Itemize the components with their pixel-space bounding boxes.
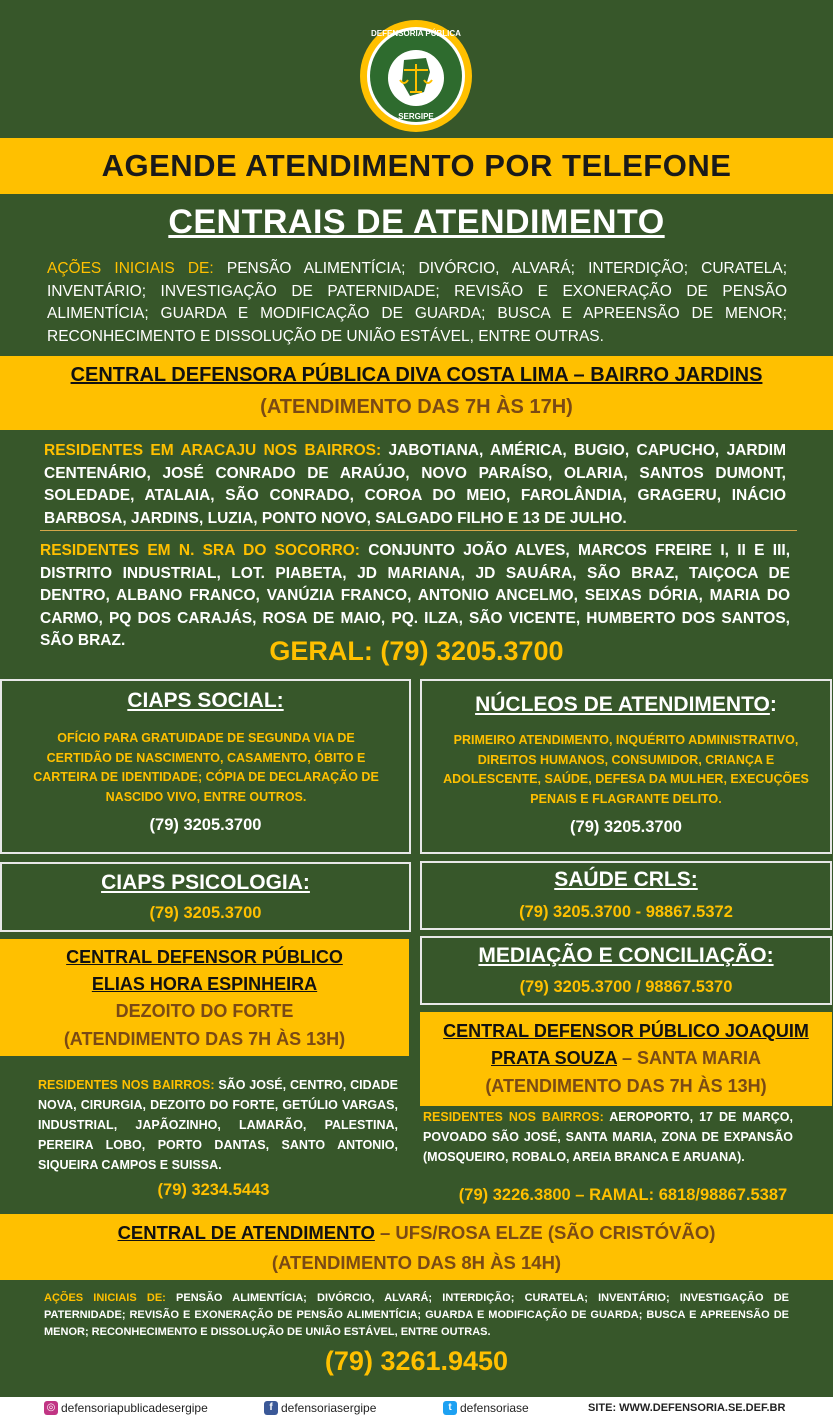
geral-phone: GERAL: (79) 3205.3700 [269, 636, 564, 666]
central-joaquim-line2a: PRATA SOUZA [491, 1048, 617, 1068]
ciaps-psicologia-box [0, 862, 411, 932]
elias-phone: (79) 3234.5443 [157, 1181, 270, 1199]
saude-phone: (79) 3205.3700 - 98867.5372 [519, 903, 733, 921]
acoes-label: AÇÕES INICIAIS DE: [47, 260, 214, 277]
footer [0, 1397, 833, 1418]
socorro-text: CONJUNTO JOÃO ALVES, MARCOS FREIRE I, II E III, DISTRITO INDUSTRIAL, LOT. PIABETA, JD MARIANA, JD SAUÁRA, SÃO BRAZ, TAIÇOCA DE DENTRO, ALBANO FRANCO, VANÚZIA FRANCO, ANTONIO ANCELMO, SEIXAS DÓRIA, MARIA DO CARMO, PQ DOS CARAJÁS, ROSA DE MAIO, PQ. ILZA, SÃO VICENTE, HUMBERTO DOS SANTOS, SÃO BRAZ. [40, 542, 790, 649]
joaquim-residentes [423, 1107, 793, 1167]
ufs-phone: (79) 3261.9450 [324, 1346, 509, 1376]
saude-title: SAÚDE CRLS: [554, 868, 698, 891]
ciaps-psicologia-phone: (79) 3205.3700 [149, 904, 262, 922]
elias-res-label: RESIDENTES NOS BAIRROS: [38, 1078, 215, 1092]
nucleos-title: NÚCLEOS DE ATENDIMENTO [475, 693, 770, 716]
twitter-icon: t [443, 1401, 457, 1415]
ciaps-social-box [0, 679, 411, 854]
nucleos-phone: (79) 3205.3700 [570, 818, 682, 836]
central-ufs-hours: (ATENDIMENTO DAS 8H ÀS 14H) [271, 1252, 562, 1273]
central-diva-title: CENTRAL DEFENSORA PÚBLICA DIVA COSTA LIMA – BAIRRO JARDINS [70, 364, 763, 386]
ciaps-social-title: CIAPS SOCIAL: [127, 689, 284, 712]
saude-box [420, 861, 832, 930]
logo-bottom-text: SERGIPE [398, 112, 434, 121]
central-elias-line1: CENTRAL DEFENSOR PÚBLICO [66, 947, 343, 967]
nucleos-colon: : [769, 693, 777, 716]
page-title: AGENDE ATENDIMENTO POR TELEFONE [101, 148, 732, 183]
central-diva-hours: (ATENDIMENTO DAS 7H ÀS 17H) [260, 396, 573, 418]
footer-site[interactable]: SITE: WWW.DEFENSORIA.SE.DEF.BR [588, 1401, 786, 1414]
central-joaquim-line2 [420, 1048, 832, 1069]
central-elias-hours: (ATENDIMENTO DAS 7H ÀS 13H) [63, 1029, 346, 1049]
ufs-acoes-text: PENSÃO ALIMENTÍCIA; DIVÓRCIO, ALVARÁ; INTERDIÇÃO; CURATELA; INVENTÁRIO; INVESTIGAÇÃO DE PATERNIDADE; REVISÃO E EXONERAÇÃO DE PENSÃO ALIMENTÍCIA; GUARDA E MODIFICAÇÃO DE GUARDA; BUSCA E APREENSÃO DE MENOR; RECONHECIMENTO E DISSOLUÇÃO DE UNIÃO ESTÁVEL, ENTRE OUTRAS. [44, 1292, 789, 1338]
elias-res-text: SÃO JOSÉ, CENTRO, CIDADE NOVA, CIRURGIA, DEZOITO DO FORTE, GETÚLIO VARGAS, INDUSTRIAL, JAPÃOZINHO, LAMARÃO, PALESTINA, PEREIRA LOBO, PORTO DANTAS, SANTO ANTONIO, SIQUEIRA CAMPOS E SUISSA. [38, 1078, 398, 1172]
central-ufs-line1 [0, 1222, 833, 1244]
nucleos-box [420, 679, 832, 854]
acoes-text: PENSÃO ALIMENTÍCIA; DIVÓRCIO, ALVARÁ; INTERDIÇÃO; CURATELA; INVENTÁRIO; INVESTIGAÇÃO DE PATERNIDADE; REVISÃO E EXONERAÇÃO DE PENSÃO ALIMENTÍCIA; GUARDA E MODIFICAÇÃO DE GUARDA; BUSCA E APREENSÃO DE MENOR; RECONHECIMENTO E DISSOLUÇÃO DE UNIÃO ESTÁVEL, ENTRE OUTRAS. [47, 260, 787, 345]
instagram-handle: defensoriapublicadesergipe [61, 1400, 208, 1415]
ciaps-social-desc: OFÍCIO PARA GRATUIDADE DE SEGUNDA VIA DE CERTIDÃO DE NASCIMENTO, CASAMENTO, ÓBITO E CARTEIRA DE IDENTIDADE; CÓPIA DE DECLARAÇÃO DE NASCIDO VIVO, ENTRE OUTROS. [33, 731, 379, 804]
central-elias-band [0, 939, 409, 1056]
logo-top-text: DEFENSORIA PÚBLICA [371, 29, 461, 38]
aracaju-label: RESIDENTES EM ARACAJU NOS BAIRROS: [44, 442, 382, 459]
central-joaquim-line1: CENTRAL DEFENSOR PÚBLICO JOAQUIM [443, 1021, 809, 1041]
aracaju-text: JABOTIANA, AMÉRICA, BUGIO, CAPUCHO, JARDIM CENTENÁRIO, JOSÉ CONRADO DE ARAÚJO, NOVO PARAÍSO, OLARIA, SANTOS DUMONT, SOLEDADE, ATALAIA, SÃO CONRADO, COROA DO MEIO, FAROLÂNDIA, GRAGERU, INÁCIO BARBOSA, JARDINS, LUZIA, PONTO NOVO, SALGADO FILHO E 13 DE JULHO. [44, 442, 786, 527]
nucleos-heading [422, 693, 830, 717]
central-joaquim-band [420, 1012, 832, 1106]
ufs-acoes-label: AÇÕES INICIAIS DE: [44, 1292, 166, 1304]
divider [40, 530, 797, 531]
instagram-icon: ◎ [44, 1401, 58, 1415]
joaquim-res-label: RESIDENTES NOS BAIRROS: [423, 1110, 604, 1124]
central-elias-line3: DEZOITO DO FORTE [115, 1001, 294, 1021]
mediacao-phone: (79) 3205.3700 / 98867.5370 [519, 978, 733, 996]
mediacao-box [420, 936, 832, 1005]
aracaju-paragraph [44, 440, 786, 530]
central-elias-line2: ELIAS HORA ESPINHEIRA [91, 974, 318, 994]
footer-facebook[interactable] [264, 1401, 376, 1415]
ciaps-social-phone: (79) 3205.3700 [149, 816, 262, 834]
joaquim-res-text: AEROPORTO, 17 DE MARÇO, POVOADO SÃO JOSÉ, SANTA MARIA, ZONA DE EXPANSÃO (MOSQUEIRO, ROBALO, AREIA BRANCA E ARUANA). [423, 1110, 793, 1164]
central-joaquim-hours: (ATENDIMENTO DAS 7H ÀS 13H) [485, 1076, 767, 1096]
twitter-handle: defensoriase [460, 1400, 529, 1415]
elias-residentes [38, 1075, 398, 1175]
facebook-icon: f [264, 1401, 278, 1415]
facebook-handle: defensoriasergipe [281, 1400, 377, 1415]
central-joaquim-line2b: – SANTA MARIA [617, 1048, 761, 1068]
socorro-label: RESIDENTES EM N. SRA DO SOCORRO: [40, 542, 360, 559]
central-ufs-band [0, 1214, 833, 1280]
mediacao-title: MEDIAÇÃO E CONCILIAÇÃO: [478, 944, 774, 967]
defensoria-logo [360, 20, 472, 132]
centrais-title: CENTRAIS DE ATENDIMENTO [168, 203, 665, 241]
footer-twitter[interactable] [443, 1401, 529, 1415]
acoes-paragraph [47, 258, 787, 348]
central-ufs-line1a: CENTRAL DE ATENDIMENTO [117, 1222, 375, 1243]
joaquim-phone: (79) 3226.3800 – RAMAL: 6818/98867.5387 [458, 1186, 788, 1204]
header-band [0, 138, 833, 194]
footer-instagram[interactable] [44, 1401, 208, 1415]
central-ufs-line1b: – UFS/ROSA ELZE (SÃO CRISTÓVÃO) [374, 1222, 716, 1243]
ciaps-psicologia-title: CIAPS PSICOLOGIA: [101, 871, 310, 894]
nucleos-desc: PRIMEIRO ATENDIMENTO, INQUÉRITO ADMINISTRATIVO, DIREITOS HUMANOS, CONSUMIDOR, CRIANÇA E ADOLESCENTE, SAÚDE, DEFESA DA MULHER, EXECUÇÕES PENAIS E FLAGRANTE DELITO. [443, 733, 809, 806]
centrais-heading [0, 203, 833, 242]
central-diva-band [0, 356, 833, 430]
ufs-acoes-paragraph [44, 1290, 789, 1341]
